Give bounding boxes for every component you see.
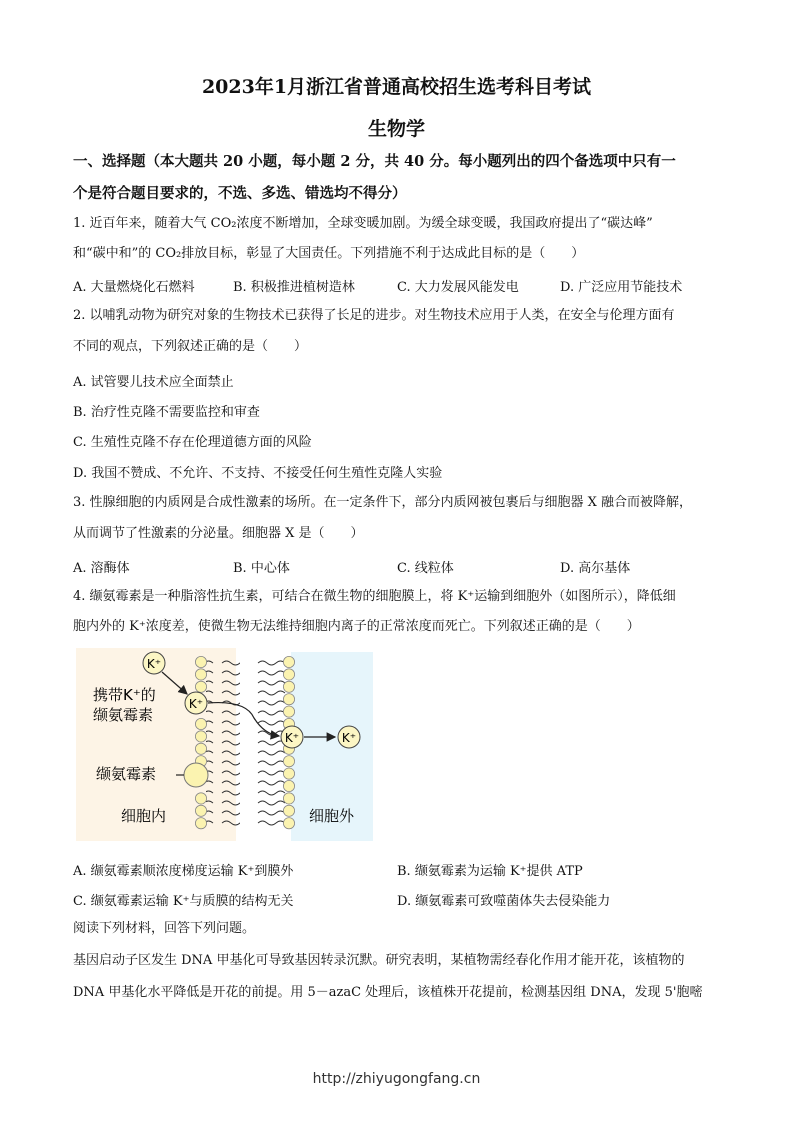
reading-intro: 阅读下列材料，回答下列问题。 bbox=[73, 921, 256, 936]
q3-option-a: A. 溶酶体 bbox=[73, 561, 130, 576]
reading-line2: DNA 甲基化水平降低是开花的前提。用 5－azaC 处理后，该植株开花提前，检测基因组 DNA，发现 5'胞嘧 bbox=[73, 985, 703, 1000]
k-ion-membrane-exit-label: K⁺ bbox=[284, 731, 300, 745]
q1-stem-line2: 和“碳中和”的 CO₂排放目标，彰显了大国责任。下列措施不利于达成此目标的是（ ） bbox=[73, 246, 585, 261]
q2-stem-line2: 不同的观点，下列叙述正确的是（ ） bbox=[73, 339, 308, 354]
phospholipid-head bbox=[283, 793, 294, 804]
phospholipid-head bbox=[283, 656, 294, 667]
q1-option-d: D. 广泛应用节能技术 bbox=[560, 280, 683, 295]
q4-stem-line1: 4. 缬氨霉素是一种脂溶性抗生素，可结合在微生物的细胞膜上，将 K⁺运输到细胞外（如图所示），降低细 bbox=[73, 589, 676, 604]
valinomycin-ball bbox=[184, 763, 208, 787]
phospholipid-head bbox=[195, 669, 206, 680]
q1-stem-line1: 1. 近百年来，随着大气 CO₂浓度不断增加，全球变暖加剧。为缓全球变暖，我国政府提出了“碳达峰” bbox=[73, 216, 653, 231]
phospholipid-head bbox=[195, 743, 206, 754]
exam-title: 2023年1月浙江省普通高校招生选考科目考试 bbox=[201, 76, 592, 98]
q4-option-b: B. 缬氨霉素为运输 K⁺提供 ATP bbox=[397, 864, 583, 879]
q4-option-d: D. 缬氨霉素可致噬菌体失去侵染能力 bbox=[397, 894, 611, 909]
phospholipid-head bbox=[195, 681, 206, 692]
phospholipid-head bbox=[283, 669, 294, 680]
k-ion-outside-label: K⁺ bbox=[341, 731, 357, 745]
footer-url[interactable]: http://zhiyugongfang.cn bbox=[312, 1071, 481, 1087]
phospholipid-head bbox=[283, 681, 294, 692]
q2-option-b: B. 治疗性克隆不需要监控和审查 bbox=[73, 405, 260, 420]
phospholipid-head bbox=[283, 805, 294, 816]
k-ion-inside-label: K⁺ bbox=[146, 657, 162, 671]
phospholipid-head bbox=[283, 756, 294, 767]
phospholipid-head bbox=[195, 718, 206, 729]
phospholipid-head bbox=[283, 818, 294, 829]
q1-option-c: C. 大力发展风能发电 bbox=[397, 280, 519, 295]
q1-option-a: A. 大量燃烧化石燃料 bbox=[73, 280, 195, 295]
q2-stem-line1: 2. 以哺乳动物为研究对象的生物技术已获得了长足的进步。对生物技术应用于人类，在安全与伦理方面有 bbox=[73, 308, 675, 323]
phospholipid-head bbox=[195, 656, 206, 667]
q3-option-b: B. 中心体 bbox=[233, 561, 290, 576]
label-carrier-line2: 缬氨霉素 bbox=[93, 706, 154, 724]
label-valinomycin: 缬氨霉素 bbox=[96, 765, 157, 783]
phospholipid-head bbox=[195, 731, 206, 742]
k-ion-carrier-label: K⁺ bbox=[188, 697, 204, 711]
q3-stem-line1: 3. 性腺细胞的内质网是合成性激素的场所。在一定条件下，部分内质网被包裹后与细胞器 X 融合而被降解， bbox=[73, 495, 693, 510]
phospholipid-head bbox=[195, 818, 206, 829]
q4-option-c: C. 缬氨霉素运输 K⁺与质膜的结构无关 bbox=[73, 894, 294, 909]
q3-option-d: D. 高尔基体 bbox=[560, 561, 631, 576]
q3-option-c: C. 线粒体 bbox=[397, 561, 454, 576]
phospholipid-head bbox=[283, 780, 294, 791]
phospholipid-head bbox=[283, 706, 294, 717]
label-carrier-line1: 携带K⁺的 bbox=[93, 686, 156, 704]
label-cell-outside: 细胞外 bbox=[309, 807, 355, 825]
label-cell-inside: 细胞内 bbox=[121, 807, 167, 825]
q4-option-a: A. 缬氨霉素顺浓度梯度运输 K⁺到膜外 bbox=[73, 864, 294, 879]
section-heading: 一、选择题（本大题共 20 小题，每小题 2 分，共 40 分。每小题列出的四个备选项中只有一 bbox=[73, 153, 676, 170]
q2-option-c: C. 生殖性克隆不存在伦理道德方面的风险 bbox=[73, 435, 312, 450]
subject-title: 生物学 bbox=[367, 118, 425, 140]
q3-stem-line2: 从而调节了性激素的分泌量。细胞器 X 是（ ） bbox=[73, 526, 364, 541]
q1-option-b: B. 积极推进植树造林 bbox=[233, 280, 355, 295]
phospholipid-head bbox=[195, 793, 206, 804]
q2-option-d: D. 我国不赞成、不允许、不支持、不接受任何生殖性克隆人实验 bbox=[73, 466, 443, 481]
phospholipid-head bbox=[195, 805, 206, 816]
phospholipid-head bbox=[283, 694, 294, 705]
q2-option-a: A. 试管婴儿技术应全面禁止 bbox=[73, 375, 234, 390]
reading-line1: 基因启动子区发生 DNA 甲基化可导致基因转录沉默。研究表明，某植物需经春化作用才能开花，该植物的 bbox=[73, 953, 685, 968]
q4-stem-line2: 胞内外的 K⁺浓度差，使微生物无法维持细胞内离子的正常浓度而死亡。下列叙述正确的是（ ） bbox=[73, 619, 640, 634]
valinomycin-membrane-figure bbox=[76, 648, 376, 841]
phospholipid-head bbox=[283, 768, 294, 779]
section-heading-cont: 个是符合题目要求的，不选、多选、错选均不得分） bbox=[73, 185, 407, 202]
